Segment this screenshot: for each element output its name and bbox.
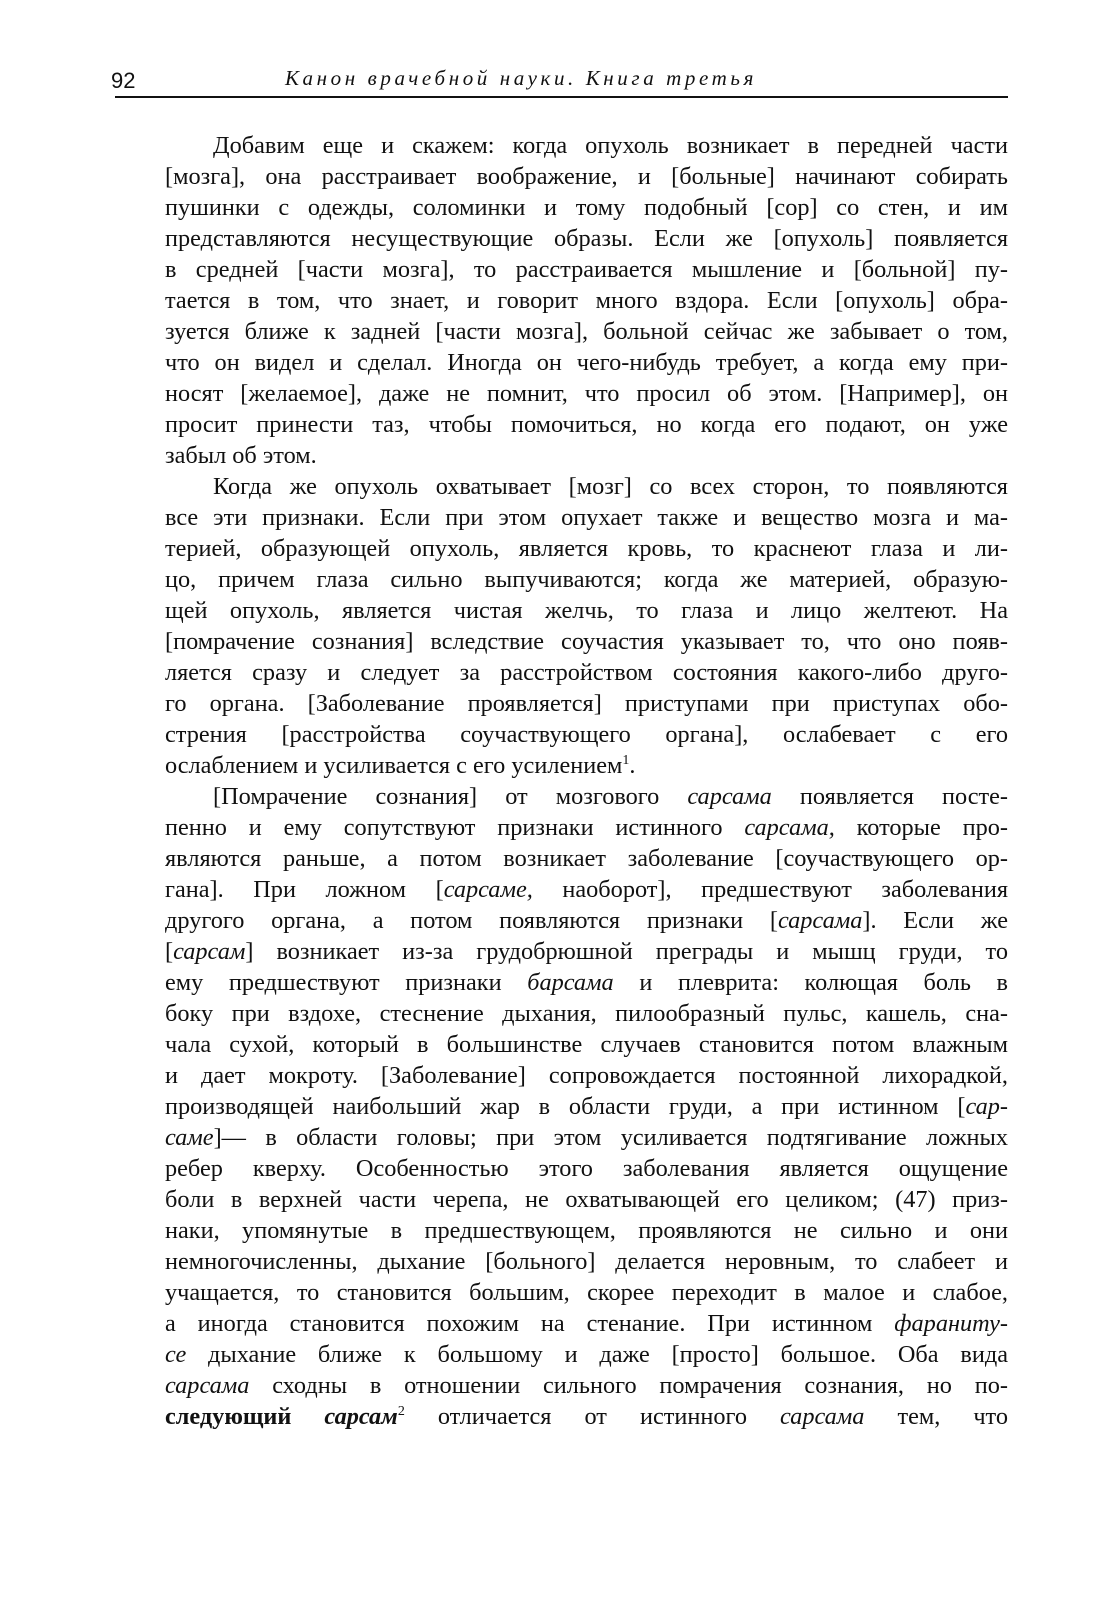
book-page <box>111 60 1009 1432</box>
text-line: следующий сарсам$^2$ отличается от истинного сарсама тем, что <box>165 1403 1008 1430</box>
text-line: все эти признаки. Если при этом опухает также и вещество мозга и ма- <box>165 504 1008 531</box>
text-line: го органа. [Заболевание проявляется] приступами при приступах обо- <box>165 690 1008 717</box>
text-line: немногочисленны, дыхание [больного] делается неровным, то слабеет и <box>165 1248 1008 1275</box>
text-line: [Помрачение сознания] от мозгового сарсама появляется посте- <box>213 783 1008 810</box>
text-line: боку при вздохе, стеснение дыхания, пилообразный пульс, кашель, сна- <box>165 1000 1008 1027</box>
text-line: боли в верхней части черепа, не охватывающей его целиком; (47) приз- <box>165 1186 1008 1213</box>
running-title: Канон врачебной науки. Книга третья <box>285 66 757 90</box>
text-line: ребер кверху. Особенностью этого заболевания является ощущение <box>165 1155 1008 1182</box>
text-line: гана]. При ложном [сарсаме, наоборот], предшествуют заболевания <box>165 876 1008 903</box>
text-line: Добавим еще и скажем: когда опухоль возникает в передней части <box>213 132 1008 159</box>
text-line: сарсама сходны в отношении сильного помрачения сознания, но по- <box>165 1372 1008 1399</box>
text-line: наки, упомянутые в предшествующем, проявляются не сильно и они <box>165 1217 1008 1244</box>
text-line: производящей наибольший жар в области груди, а при истинном [сар- <box>165 1093 1008 1120</box>
text-line: ему предшествуют признаки барсама и плеврита: колющая боль в <box>165 969 1009 996</box>
text-line: ослаблением и усиливается с его усилением$^1$. <box>165 752 636 779</box>
text-line: представляются несуществующие образы. Если же [опухоль] появляется <box>165 225 1008 252</box>
text-line: цо, причем глаза сильно выпучиваются; когда же материей, образую- <box>165 566 1008 593</box>
text-line: стрения [расстройства соучаствующего органа], ослабевает с его <box>165 721 1008 748</box>
page-header <box>111 60 1008 98</box>
text-line: тается в том, что знает, и говорит много вздора. Если [опухоль] обра- <box>165 287 1008 314</box>
text-line: другого органа, а потом появляются признаки [сарсама]. Если же <box>165 907 1009 934</box>
text-line: пушинки с одежды, соломинки и тому подобный [сор] со стен, и им <box>165 194 1008 221</box>
text-line: что он видел и сделал. Иногда он чего-нибудь требует, а когда ему при- <box>165 349 1008 376</box>
text-line: [сарсам] возникает из-за грудобрюшной преграды и мышц груди, то <box>165 938 1008 965</box>
text-line: Когда же опухоль охватывает [мозг] со всех сторон, то появляются <box>213 473 1008 500</box>
text-line: в средней [части мозга], то расстраивается мышление и [больной] пу- <box>165 256 1008 283</box>
text-line: щей опухоль, является чистая желчь, то глаза и лицо желтеют. На <box>165 597 1008 624</box>
text-line: чала сухой, который в большинстве случаев становится потом влажным <box>165 1031 1008 1058</box>
body-text <box>115 130 1008 1432</box>
paragraph <box>115 781 1008 1432</box>
text-line: и дает мокроту. [Заболевание] сопровождается постоянной лихорадкой, <box>165 1062 1008 1089</box>
text-line: забыл об этом. <box>165 442 317 469</box>
text-line: а иногда становится похожим на стенание. При истинном фараниту- <box>165 1310 1008 1337</box>
paragraph <box>115 471 1008 781</box>
text-line: [мозга], она расстраивает воображение, и [больные] начинают собирать <box>165 163 1008 190</box>
text-line: являются раньше, а потом возникает заболевание [соучаствующего ор- <box>165 845 1008 872</box>
text-line: носят [желаемое], даже не помнит, что просил об этом. [Например], он <box>165 380 1008 407</box>
text-line: учащается, то становится большим, скорее переходит в малое и слабое, <box>165 1279 1008 1306</box>
text-line: се дыхание ближе к большому и даже [просто] большое. Оба вида <box>165 1341 1008 1368</box>
text-line: терией, образующей опухоль, является кровь, то краснеют глаза и ли- <box>165 535 1008 562</box>
text-line: саме]— в области головы; при этом усиливается подтягивание ложных <box>165 1124 1008 1151</box>
footnote-marker: 2 <box>397 1404 405 1419</box>
paragraph <box>115 130 1008 471</box>
text-line: зуется ближе к задней [части мозга], больной сейчас же забывает о том, <box>165 318 1008 345</box>
text-line: [помрачение сознания] вследствие соучастия указывает то, что оно появ- <box>165 628 1008 655</box>
text-line: пенно и ему сопутствуют признаки истинного сарсама, которые про- <box>165 814 1008 841</box>
page-number: 92 <box>111 68 136 93</box>
text-line: ляется сразу и следует за расстройством состояния какого-либо друго- <box>165 659 1008 686</box>
footnote-marker: 1 <box>622 753 630 768</box>
text-line: просит принести таз, чтобы помочиться, но когда его подают, он уже <box>165 411 1008 438</box>
